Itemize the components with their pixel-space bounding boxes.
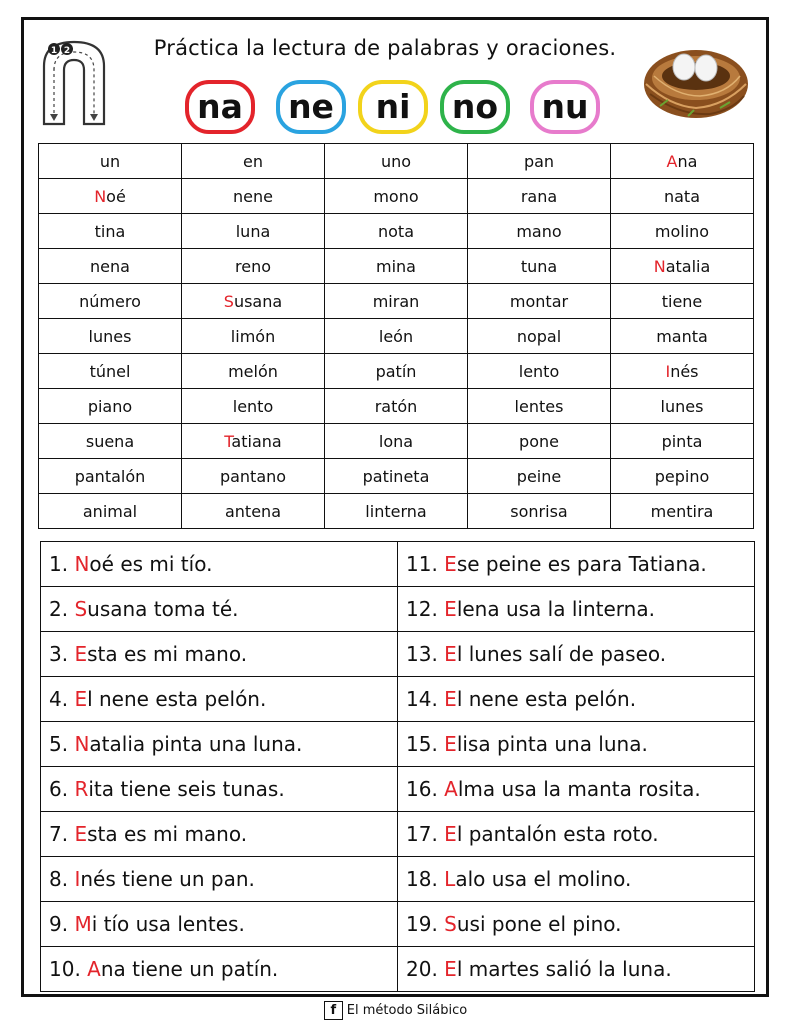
word-cell: antena xyxy=(182,494,325,529)
word-cell: lunes xyxy=(39,319,182,354)
sentence-cell: 15. Elisa pinta una luna. xyxy=(398,722,755,767)
sentence-cell: 14. El nene esta pelón. xyxy=(398,677,755,722)
facebook-icon: f xyxy=(324,1001,343,1020)
word-cell: miran xyxy=(325,284,468,319)
syllable-ni: ni xyxy=(358,80,428,134)
word-row xyxy=(39,214,754,249)
word-cell: número xyxy=(39,284,182,319)
word-cell: túnel xyxy=(39,354,182,389)
sentence-row xyxy=(41,767,755,812)
word-cell: tina xyxy=(39,214,182,249)
word-cell: luna xyxy=(182,214,325,249)
sentence-cell: 13. El lunes salí de paseo. xyxy=(398,632,755,677)
word-cell: Natalia xyxy=(611,249,754,284)
sentence-row xyxy=(41,677,755,722)
word-cell: ratón xyxy=(325,389,468,424)
sentence-cell: 12. Elena usa la linterna. xyxy=(398,587,755,632)
word-cell: animal xyxy=(39,494,182,529)
word-row xyxy=(39,459,754,494)
sentence-cell: 4. El nene esta pelón. xyxy=(41,677,398,722)
word-cell: peine xyxy=(468,459,611,494)
word-cell: mentira xyxy=(611,494,754,529)
word-cell: nata xyxy=(611,179,754,214)
word-cell: pan xyxy=(468,144,611,179)
word-row xyxy=(39,319,754,354)
step-2-label: 2 xyxy=(63,46,71,56)
sentence-row xyxy=(41,947,755,992)
sentence-table xyxy=(40,541,755,992)
word-cell: sonrisa xyxy=(468,494,611,529)
sentence-cell: 7. Esta es mi mano. xyxy=(41,812,398,857)
sentence-row xyxy=(41,632,755,677)
word-table xyxy=(38,143,754,529)
word-cell: reno xyxy=(182,249,325,284)
sentence-cell: 2. Susana toma té. xyxy=(41,587,398,632)
word-cell: lento xyxy=(182,389,325,424)
word-cell: suena xyxy=(39,424,182,459)
word-cell: un xyxy=(39,144,182,179)
sentence-cell: 9. Mi tío usa lentes. xyxy=(41,902,398,947)
syllable-no: no xyxy=(440,80,510,134)
sentence-row xyxy=(41,857,755,902)
sentence-cell: 5. Natalia pinta una luna. xyxy=(41,722,398,767)
word-cell: rana xyxy=(468,179,611,214)
word-cell: montar xyxy=(468,284,611,319)
word-cell: tuna xyxy=(468,249,611,284)
word-cell: lona xyxy=(325,424,468,459)
word-cell: lunes xyxy=(611,389,754,424)
word-cell: en xyxy=(182,144,325,179)
word-row xyxy=(39,249,754,284)
word-cell: nota xyxy=(325,214,468,249)
sentence-row xyxy=(41,812,755,857)
sentence-cell: 18. Lalo usa el molino. xyxy=(398,857,755,902)
sentence-cell: 3. Esta es mi mano. xyxy=(41,632,398,677)
syllable-ne: ne xyxy=(276,80,346,134)
sentence-cell: 17. El pantalón esta roto. xyxy=(398,812,755,857)
bird-nest-icon xyxy=(640,36,752,126)
word-row xyxy=(39,354,754,389)
word-cell: uno xyxy=(325,144,468,179)
word-cell: mina xyxy=(325,249,468,284)
sentence-row xyxy=(41,722,755,767)
word-row xyxy=(39,179,754,214)
word-cell: pantano xyxy=(182,459,325,494)
sentence-cell: 6. Rita tiene seis tunas. xyxy=(41,767,398,812)
word-row xyxy=(39,389,754,424)
sentence-row xyxy=(41,902,755,947)
word-cell: pinta xyxy=(611,424,754,459)
word-cell: melón xyxy=(182,354,325,389)
word-cell: pone xyxy=(468,424,611,459)
sentence-cell: 10. Ana tiene un patín. xyxy=(41,947,398,992)
word-row xyxy=(39,424,754,459)
word-cell: nena xyxy=(39,249,182,284)
word-cell: lentes xyxy=(468,389,611,424)
syllable-nu: nu xyxy=(530,80,600,134)
word-cell: Ana xyxy=(611,144,754,179)
word-cell: mono xyxy=(325,179,468,214)
word-cell: Inés xyxy=(611,354,754,389)
sentence-cell: 1. Noé es mi tío. xyxy=(41,542,398,587)
word-cell: tiene xyxy=(611,284,754,319)
word-cell: pantalón xyxy=(39,459,182,494)
word-cell: nopal xyxy=(468,319,611,354)
word-cell: nene xyxy=(182,179,325,214)
page-title: Práctica la lectura de palabras y oraciones. xyxy=(153,36,617,60)
syllable-na: na xyxy=(185,80,255,134)
word-cell: Tatiana xyxy=(182,424,325,459)
word-row xyxy=(39,494,754,529)
word-cell: mano xyxy=(468,214,611,249)
step-1-label: 1 xyxy=(50,46,58,56)
sentence-row xyxy=(41,587,755,632)
word-row xyxy=(39,144,754,179)
footer-text: El método Silábico xyxy=(346,1003,468,1018)
word-cell: lento xyxy=(468,354,611,389)
word-cell: león xyxy=(325,319,468,354)
word-cell: linterna xyxy=(325,494,468,529)
sentence-cell: 16. Alma usa la manta rosita. xyxy=(398,767,755,812)
word-cell: pepino xyxy=(611,459,754,494)
word-cell: Susana xyxy=(182,284,325,319)
word-cell: Noé xyxy=(39,179,182,214)
word-cell: molino xyxy=(611,214,754,249)
sentence-cell: 11. Ese peine es para Tatiana. xyxy=(398,542,755,587)
sentence-cell: 8. Inés tiene un pan. xyxy=(41,857,398,902)
sentence-cell: 20. El martes salió la luna. xyxy=(398,947,755,992)
word-cell: patín xyxy=(325,354,468,389)
sentence-cell: 19. Susi pone el pino. xyxy=(398,902,755,947)
word-cell: patineta xyxy=(325,459,468,494)
word-cell: piano xyxy=(39,389,182,424)
word-row xyxy=(39,284,754,319)
sentence-row xyxy=(41,542,755,587)
word-cell: limón xyxy=(182,319,325,354)
footer xyxy=(0,1001,791,1020)
word-cell: manta xyxy=(611,319,754,354)
